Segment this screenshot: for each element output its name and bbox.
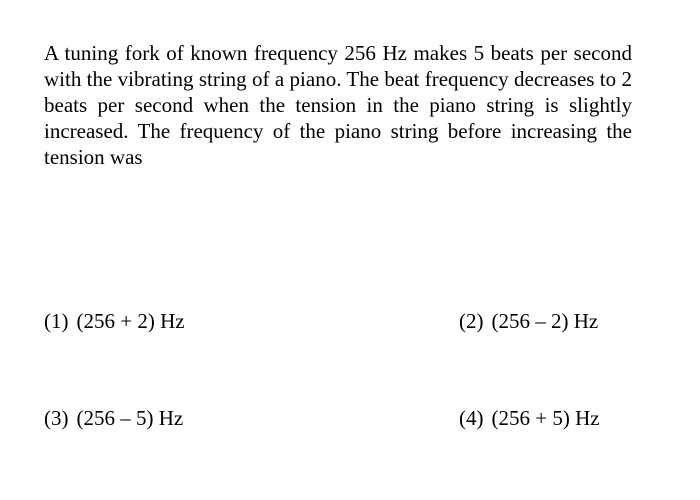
option-number: (2): [459, 309, 484, 333]
option-number: (4): [459, 406, 484, 430]
option-text: (256 – 5) Hz: [76, 406, 184, 430]
option-number: (1): [44, 309, 69, 333]
option-3[interactable]: [44, 405, 183, 431]
question-text: A tuning fork of known frequency 256 Hz makes 5 beats per second with the vibrating string of a piano. The beat frequency decreases to 2 beats per second when the tension in the piano string is slightly increased. The frequency of the piano string before increasing the tension was: [44, 41, 632, 169]
option-text: (256 – 2) Hz: [491, 309, 599, 333]
option-text: (256 + 2) Hz: [76, 309, 185, 333]
option-4[interactable]: [459, 405, 600, 431]
option-1[interactable]: [44, 308, 185, 334]
option-text: (256 + 5) Hz: [491, 406, 600, 430]
option-2[interactable]: [459, 308, 598, 334]
option-number: (3): [44, 406, 69, 430]
